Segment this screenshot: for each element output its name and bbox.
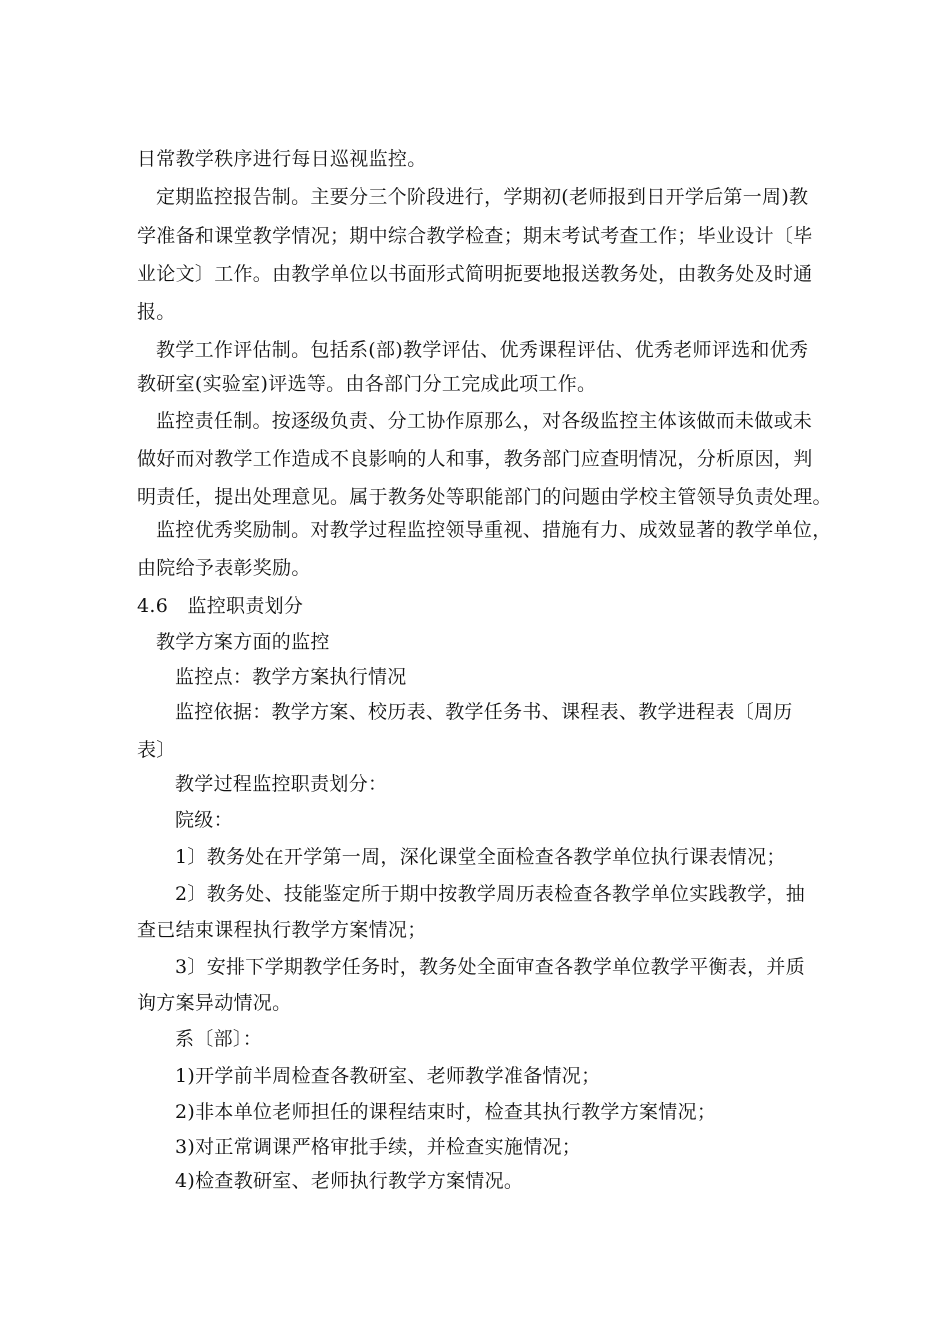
paragraph-line: 日常教学秩序进行每日巡视监控。 [137, 148, 427, 170]
paragraph-line: 监控责任制。按逐级负责、分工协作原那么，对各级监控主体该做而未做或未 [156, 410, 813, 432]
paragraph-line: 做好而对教学工作造成不良影响的人和事，教务部门应查明情况，分析原因，判 [137, 448, 813, 470]
paragraph-line: 学准备和课堂教学情况；期中综合教学检查；期末考试考查工作；毕业设计〔毕 [137, 225, 813, 247]
list-item: 2〕教务处、技能鉴定所于期中按教学周历表检查各教学单位实践教学，抽 [175, 883, 805, 905]
subsection-heading: 教学方案方面的监控 [156, 631, 330, 653]
paragraph-line: 教研室(实验室)评选等。由各部门分工完成此项工作。 [137, 373, 597, 395]
paragraph-line: 系〔部〕： [175, 1028, 263, 1050]
paragraph-line: 监控优秀奖励制。对教学过程监控领导重视、措施有力、成效显著的教学单位， [156, 519, 832, 541]
paragraph-line: 报。 [137, 301, 176, 323]
paragraph-line: 监控依据：教学方案、校历表、教学任务书、课程表、教学进程表〔周历 [175, 701, 793, 723]
list-item-continuation: 查已结束课程执行教学方案情况； [137, 919, 427, 941]
list-item: 2)非本单位老师担任的课程结束时，检查其执行教学方案情况； [175, 1101, 717, 1123]
paragraph-line: 明责任，提出处理意见。属于教务处等职能部门的问题由学校主管领导负责处理。 [137, 486, 832, 508]
paragraph-line: 业论文〕工作。由教学单位以书面形式简明扼要地报送教务处，由教务处及时通 [137, 263, 813, 285]
paragraph-line: 表〕 [137, 739, 176, 761]
paragraph-line: 院级： [175, 809, 233, 831]
paragraph-line: 教学过程监控职责划分： [175, 773, 388, 795]
list-item-continuation: 询方案异动情况。 [137, 992, 292, 1014]
paragraph-line: 教学工作评估制。包括系(部)教学评估、优秀课程评估、优秀老师评选和优秀 [156, 339, 809, 361]
list-item: 3〕安排下学期教学任务时，教务处全面审查各教学单位教学平衡表，并质 [175, 956, 805, 978]
list-item: 4)检查教研室、老师执行教学方案情况。 [175, 1170, 524, 1192]
list-item: 1)开学前半周检查各教研室、老师教学准备情况； [175, 1065, 601, 1087]
paragraph-line: 由院给予表彰奖励。 [137, 557, 311, 579]
section-heading: 4.6 监控职责划分 [137, 595, 304, 617]
list-item: 3)对正常调课严格审批手续，并检查实施情况； [175, 1136, 582, 1158]
list-item: 1〕教务处在开学第一周，深化课堂全面检查各教学单位执行课表情况； [175, 846, 786, 868]
paragraph-line: 定期监控报告制。主要分三个阶段进行，学期初(老师报到日开学后第一周)教 [156, 186, 809, 208]
paragraph-line: 监控点：教学方案执行情况 [175, 666, 407, 688]
